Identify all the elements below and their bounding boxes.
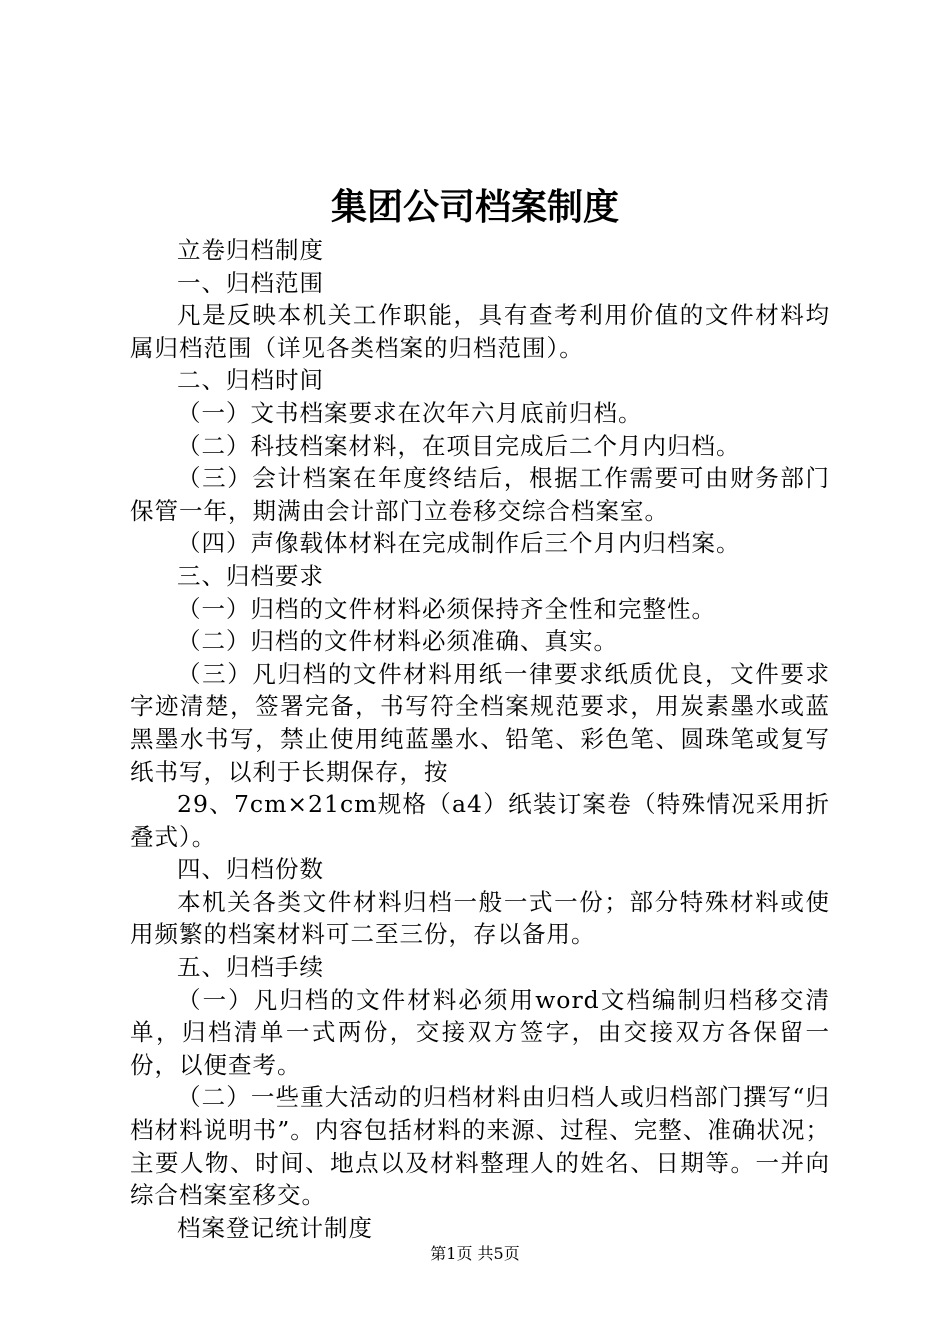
paragraph-time-4: （四）声像载体材料在完成制作后三个月内归档案。 [177,529,741,558]
paragraph-requirements-3: （三）凡归档的文件材料用纸一律要求纸质优良，文件要求字迹清楚，签署完备，书写符全档案规范要求，用炭素墨水或蓝黑墨水书写，禁止使用纯蓝墨水、铅笔、彩色笔、圆珠笔或复写纸书写，以利于长期保存，按 [130,659,830,786]
heading-registration-system: 档案登记统计制度 [177,1213,373,1242]
document-title: 集团公司档案制度 [330,186,619,228]
paragraph-procedures-2: （二）一些重大活动的归档材料由归档人或归档部门撰写“归档材料说明书”。内容包括材料的来源、过程、完整、准确状况；主要人物、时间、地点以及材料整理人的姓名、日期等。一并向综合档案室移交。 [130,1083,830,1210]
section-heading-scope: 一、归档范围 [177,268,324,297]
paragraph-scope: 凡是反映本机关工作职能，具有查考利用价值的文件材料均属归档范围（详见各类档案的归档范围）。 [130,301,830,362]
paragraph-time-1: （一）文书档案要求在次年六月底前归档。 [177,398,643,427]
paragraph-requirements-3-cont: 29、7cm×21cm规格（a4）纸装订案卷（特殊情况采用折叠式）。 [130,790,830,851]
page-number: 第1页 共5页 [430,1244,520,1263]
paragraph-procedures-1: （一）凡归档的文件材料必须用word文档编制归档移交清单，归档清单一式两份，交接双方签字，由交接双方各保留一份，以便查考。 [130,985,830,1079]
heading-filing-system: 立卷归档制度 [177,236,324,264]
section-heading-procedures: 五、归档手续 [177,953,324,982]
section-heading-copies: 四、归档份数 [177,855,324,884]
paragraph-copies: 本机关各类文件材料归档一般一式一份；部分特殊材料或使用频繁的档案材料可二至三份，存以备用。 [130,887,830,949]
paragraph-time-3: （三）会计档案在年度终结后，根据工作需要可由财务部门保管一年，期满由会计部门立卷移交综合档案室。 [130,464,830,525]
document-body [130,234,830,1244]
paragraph-requirements-2: （二）归档的文件材料必须准确、真实。 [177,627,618,656]
paragraph-time-2: （二）科技档案材料，在项目完成后二个月内归档。 [177,431,741,460]
section-heading-time: 二、归档时间 [177,366,324,395]
paragraph-requirements-1: （一）归档的文件材料必须保持齐全性和完整性。 [177,594,716,623]
section-heading-requirements: 三、归档要求 [177,561,324,590]
